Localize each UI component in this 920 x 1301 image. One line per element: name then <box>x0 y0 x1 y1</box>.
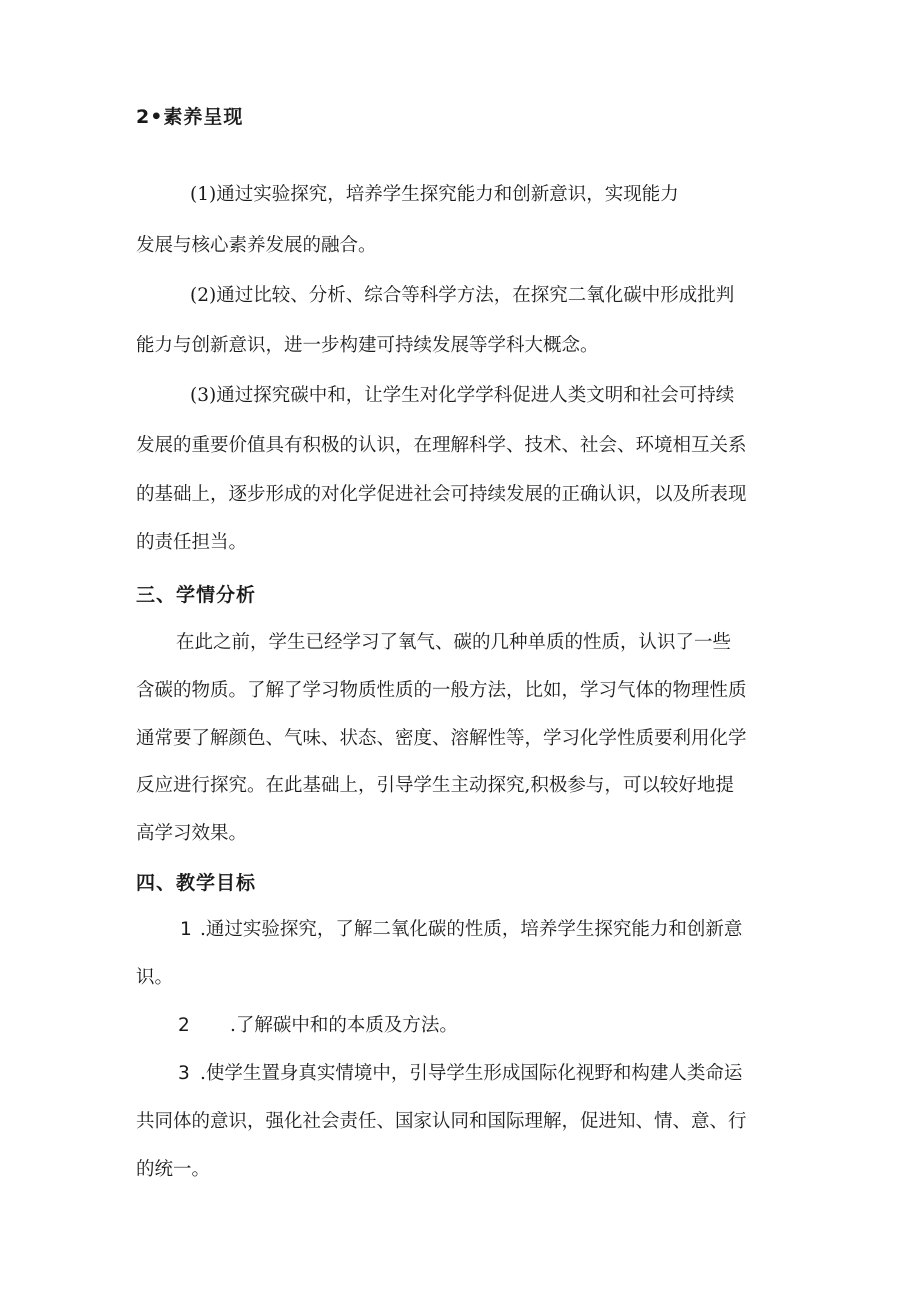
goal-1-number: 1 <box>180 919 192 940</box>
literacy-item-3-line-4: 的责任担当。 <box>136 532 248 553</box>
learning-analysis-line-1: 在此之前，学生已经学习了氧气、碳的几种单质的性质，认识了一些 <box>176 632 732 653</box>
literacy-item-2-line-2: 能力与创新意识，进一步构建可持续发展等学科大概念。 <box>136 335 599 356</box>
goal-3-line-3: 的统一。 <box>136 1159 211 1180</box>
section-2-title: 2•素养呈现 <box>136 106 244 128</box>
goal-2-number: 2 <box>178 1015 190 1036</box>
literacy-item-1-line-2: 发展与核心素养发展的融合。 <box>136 235 377 256</box>
literacy-item-3-line-3: 的基础上，逐步形成的对化学促进社会可持续发展的正确认识，以及所表现 <box>136 484 747 505</box>
learning-analysis-line-2: 含碳的物质。了解了学习物质性质的一般方法，比如，学习气体的物理性质 <box>136 680 747 701</box>
goal-1-line-1: .通过实验探究，了解二氧化碳的性质，培养学生探究能力和创新意 <box>200 919 743 940</box>
goal-2-line-1: .了解碳中和的本质及方法。 <box>230 1015 458 1036</box>
section-3-heading: 三、学情分析 <box>136 584 257 606</box>
goal-3-line-1: .使学生置身真实情境中，引导学生形成国际化视野和构建人类命运 <box>200 1063 743 1084</box>
goal-3-line-2: 共同体的意识，强化社会责任、国家认同和国际理解，促进知、情、意、行 <box>136 1111 747 1132</box>
section-4-heading: 四、教学目标 <box>136 872 257 894</box>
goal-3-number: 3 <box>178 1063 190 1084</box>
literacy-item-2-line-1: (2)通过比较、分析、综合等科学方法，在探究二氧化碳中形成批判 <box>190 285 735 306</box>
goal-1-line-2: 识。 <box>136 967 174 988</box>
learning-analysis-line-3: 通常要了解颜色、气味、状态、密度、溶解性等，学习化学性质要利用化学 <box>136 728 747 749</box>
learning-analysis-line-5: 高学习效果。 <box>136 823 248 844</box>
learning-analysis-line-4: 反应进行探究。在此基础上，引导学生主动探究,积极参与，可以较好地提 <box>136 775 734 796</box>
literacy-item-1-line-1: (1)通过实验探究，培养学生探究能力和创新意识，实现能力 <box>190 184 679 205</box>
literacy-item-3-line-1: (3)通过探究碳中和，让学生对化学学科促进人类文明和社会可持续 <box>190 385 735 406</box>
literacy-item-3-line-2: 发展的重要价值具有积极的认识，在理解科学、技术、社会、环境相互关系 <box>136 435 747 456</box>
